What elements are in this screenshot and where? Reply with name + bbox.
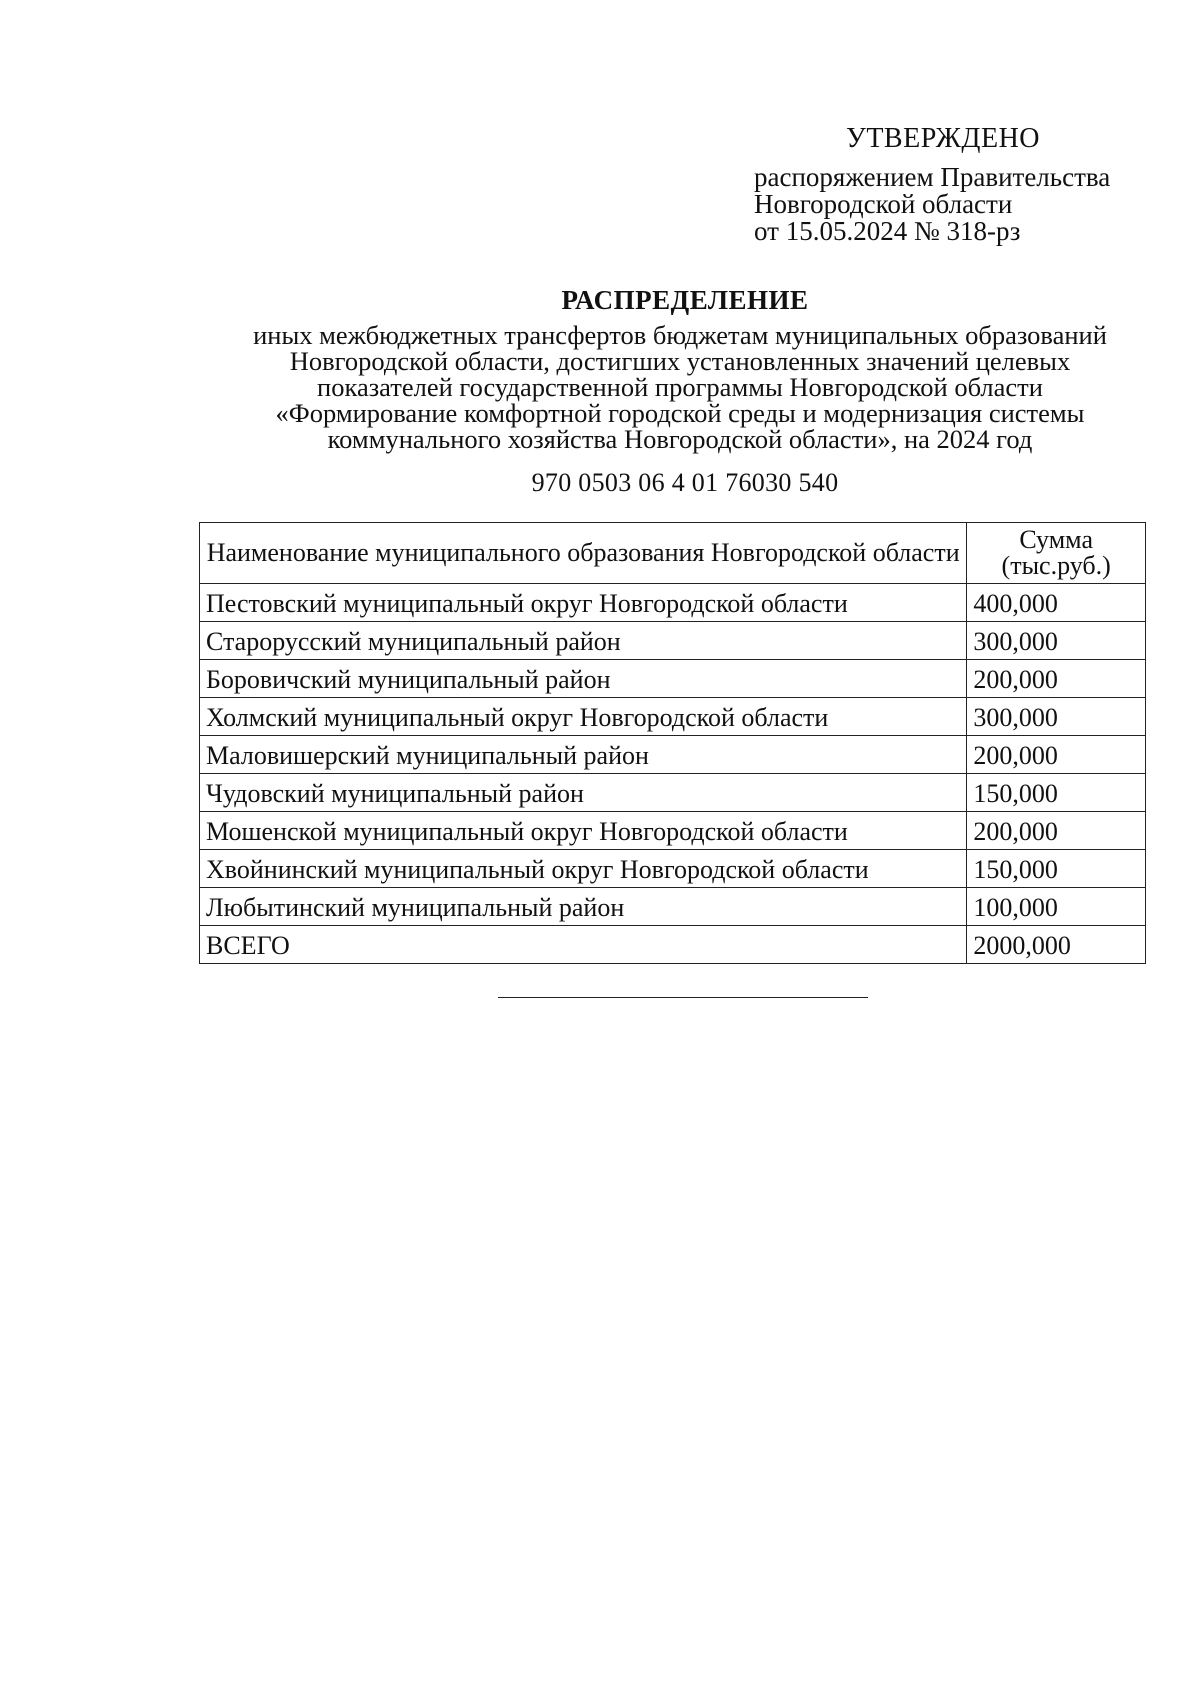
- row-name: Боровичский муниципальный район: [200, 660, 967, 698]
- row-name: Холмский муниципальный округ Новгородской области: [200, 698, 967, 736]
- document-title: РАСПРЕДЕЛЕНИЕ: [561, 285, 809, 315]
- table-row: [200, 622, 1146, 660]
- row-name: Маловишерский муниципальный район: [200, 736, 967, 774]
- subtitle-line: коммунального хозяйства Новгородской области», на 2024 год: [327, 424, 1033, 454]
- header-sum: Сумма (тыс.руб.): [967, 523, 1146, 584]
- row-sum: 400,000: [967, 584, 1146, 622]
- row-sum: 100,000: [967, 888, 1146, 926]
- table-row: [200, 584, 1146, 622]
- row-name: Мошенской муниципальный округ Новгородской области: [200, 812, 967, 850]
- table-row: [200, 736, 1146, 774]
- table-header-row: [200, 523, 1146, 584]
- table-total-row: [200, 926, 1146, 964]
- total-sum: 2000,000: [967, 926, 1146, 964]
- row-name: Любытинский муниципальный район: [200, 888, 967, 926]
- row-sum: 200,000: [967, 812, 1146, 850]
- document-subtitle: [200, 322, 1160, 452]
- row-name: Хвойнинский муниципальный округ Новгородской области: [200, 850, 967, 888]
- distribution-table: [199, 522, 1146, 964]
- subtitle-line: показателей государственной программы Новгородской области: [317, 372, 1043, 402]
- budget-classification-code: 970 0503 06 4 01 76030 540: [531, 468, 839, 497]
- subtitle-line: иных межбюджетных трансфертов бюджетам муниципальных образований: [253, 320, 1107, 350]
- table-row: [200, 888, 1146, 926]
- table-row: [200, 660, 1146, 698]
- total-label: ВСЕГО: [200, 926, 967, 964]
- table-row: [200, 850, 1146, 888]
- approval-date-number: от 15.05.2024 № 318-рз: [754, 216, 1021, 246]
- subtitle-line: «Формирование комфортной городской среды и модернизация системы: [275, 398, 1085, 428]
- row-name: Пестовский муниципальный округ Новгородской области: [200, 584, 967, 622]
- subtitle-line: Новгородской области, достигших установленных значений целевых: [289, 346, 1071, 376]
- approval-title: УТВЕРЖДЕНО: [846, 123, 1041, 154]
- row-name: Старорусский муниципальный район: [200, 622, 967, 660]
- row-sum: 200,000: [967, 660, 1146, 698]
- row-sum: 150,000: [967, 850, 1146, 888]
- approval-line: Новгородской области: [754, 189, 1013, 219]
- header-name: Наименование муниципального образования Новгородской области: [200, 523, 967, 584]
- approval-block: [754, 124, 1174, 245]
- row-sum: 300,000: [967, 622, 1146, 660]
- table-row: [200, 774, 1146, 812]
- row-sum: 150,000: [967, 774, 1146, 812]
- table-row: [200, 812, 1146, 850]
- closing-rule-divider: [498, 997, 868, 998]
- table-row: [200, 698, 1146, 736]
- row-sum: 200,000: [967, 736, 1146, 774]
- row-name: Чудовский муниципальный район: [200, 774, 967, 812]
- approval-line: распоряжением Правительства: [754, 162, 1111, 192]
- row-sum: 300,000: [967, 698, 1146, 736]
